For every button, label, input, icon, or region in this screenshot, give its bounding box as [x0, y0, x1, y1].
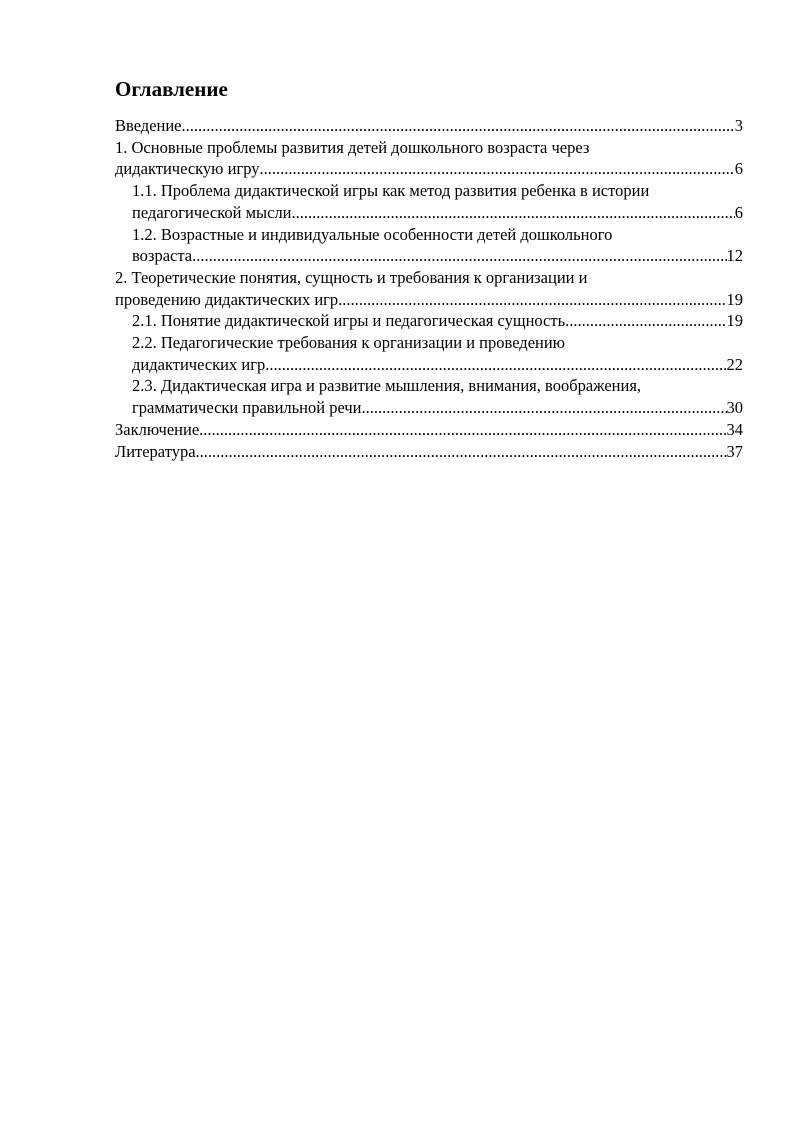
toc-page-number: 6 [734, 159, 743, 179]
toc-entry-last-line [132, 245, 743, 267]
toc-entry-label: дидактическую игру [115, 159, 260, 179]
toc-entry-label: грамматически правильной речи [132, 398, 362, 418]
toc-entry-label: дидактических игр [132, 354, 266, 374]
toc-dot-leader [265, 354, 726, 376]
toc-page-number: 19 [726, 289, 743, 309]
toc-list [115, 115, 743, 462]
toc-page-number: 3 [734, 116, 743, 135]
toc-entry-last-line [115, 115, 743, 137]
toc-entry-last-line [115, 419, 743, 441]
toc-entry-last-line [115, 441, 743, 463]
toc-entry[interactable] [132, 224, 743, 267]
toc-entry-text-line: 2.3. Дидактическая игра и развитие мышления, внимания, воображения, [132, 376, 642, 396]
toc-entry[interactable] [115, 441, 743, 463]
toc-dot-leader [565, 310, 726, 332]
toc-entry-text-line: 2.2. Педагогические требования к организации и проведению [132, 333, 566, 353]
toc-entry[interactable] [132, 310, 743, 332]
toc-entry[interactable] [132, 332, 743, 375]
toc-page-number: 19 [726, 311, 743, 331]
toc-dot-leader [362, 397, 727, 419]
toc-entry-last-line [132, 397, 743, 419]
toc-dot-leader [260, 158, 735, 180]
toc-page-number: 34 [726, 419, 743, 439]
toc-entry[interactable] [115, 137, 743, 180]
toc-entry[interactable] [115, 419, 743, 441]
toc-entry-last-line [132, 202, 743, 224]
toc-entry[interactable] [132, 180, 743, 223]
toc-entry-label: возраста [132, 246, 193, 266]
toc-page-number: 30 [726, 398, 743, 418]
toc-entry-text-line: 1.2. Возрастные и индивидуальные особенности детей дошкольного [132, 224, 613, 244]
toc-entry-last-line [132, 310, 743, 332]
toc-dot-leader [338, 289, 726, 311]
toc-entry-label: Введение [115, 116, 182, 135]
toc-entry-last-line [132, 354, 743, 376]
toc-entry-label: проведению дидактических игр [115, 289, 339, 309]
toc-entry-label: педагогической мысли [132, 202, 292, 222]
toc-entry-last-line [115, 158, 743, 180]
toc-dot-leader [199, 419, 726, 441]
toc-title: Оглавление [115, 77, 228, 101]
toc-entry-text-line: 2. Теоретические понятия, сущность и требования к организации и [115, 267, 588, 287]
toc-page-number: 6 [734, 202, 743, 222]
toc-page-number: 12 [726, 246, 743, 266]
toc-entry-text-line: 1. Основные проблемы развития детей дошкольного возраста через [115, 137, 590, 157]
toc-entry[interactable] [115, 115, 743, 137]
toc-entry-last-line [115, 289, 743, 311]
toc-entry[interactable] [115, 267, 743, 310]
toc-dot-leader [192, 245, 726, 267]
toc-entry-text-line: 1.1. Проблема дидактической игры как метод развития ребенка в истории [132, 181, 650, 201]
toc-dot-leader [292, 202, 735, 224]
toc-dot-leader [196, 441, 727, 463]
toc-entry-label: 2.1. Понятие дидактической игры и педагогическая сущность [132, 311, 566, 331]
toc-page-number: 22 [726, 354, 743, 374]
toc-entry-label: Заключение [115, 419, 200, 439]
toc-entry-label: Литература [115, 441, 196, 461]
toc-dot-leader [182, 115, 735, 137]
toc-entry[interactable] [132, 375, 743, 418]
toc-page-number: 37 [726, 441, 743, 461]
